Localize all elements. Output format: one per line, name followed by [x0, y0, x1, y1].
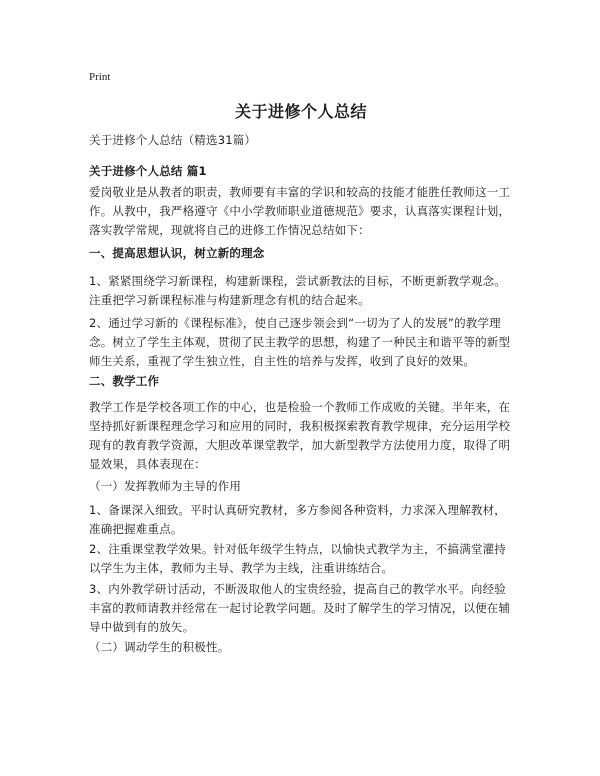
- item-1-2: 2、通过学习新的《课程标准》，使自己逐步领会到“一切为了人的发展”的教学理念。树立了学生主体观，贯彻了民主教学的思想，构建了一种民主和谐平等的新型师生关系，重视了学生独立性，自主性的培养与发挥，收到了良好的效果。: [89, 316, 511, 368]
- item-2-2: 2、注重课堂教学效果。针对低年级学生特点，以愉快式教学为主，不搞满堂灌持以学生为主体，教师为主导、教学为主线，注重讲练结合。: [89, 542, 507, 575]
- item-1-1: 1、紧紧围绕学习新课程，构建新课程，尝试新教法的目标，不断更新教学观念。注重把学习新课程标准与构建新理念有机的结合起来。: [89, 274, 507, 307]
- item-2-1: 1、备课深入细致。平时认真研究教材，多方参阅各种资料，力求深入理解教材，准确把握难重点。: [89, 503, 507, 536]
- teaching-intro: 教学工作是学校各项工作的中心，也是检验一个教师工作成败的关键。半年来，在坚持抓好新课程理念学习和应用的同时，我积极探索教育教学规律，充分运用学校现有的教育教学资源，大胆改革课堂教学，加大新型教学方法使用力度，取得了明显效果，具体表现在：: [89, 400, 511, 471]
- heading-1: 一、提高思想认识，树立新的理念: [89, 246, 265, 260]
- page-title: 关于进修个人总结: [234, 102, 367, 121]
- subtitle: 关于进修个人总结（精选31篇）: [89, 133, 257, 147]
- heading-2: 二、教学工作: [89, 374, 160, 388]
- print-link[interactable]: Print: [89, 71, 111, 83]
- intro-paragraph: 爱岗敬业是从教者的职责，教师要有丰富的学识和较高的技能才能胜任教师这一工作。从教中，我严格遵守《中小学教师职业道德规范》要求，认真落实课程计划，落实教学常规，现就将自己的进修工作情况总结如下：: [89, 185, 511, 237]
- sub-heading-1: （一）发挥教师为主导的作用: [89, 479, 242, 493]
- sub-heading-2: （二）调动学生的积极性。: [89, 640, 230, 654]
- section-title: 关于进修个人总结 篇1: [89, 164, 207, 178]
- item-2-3: 3、内外教学研讨活动，不断汲取他人的宝贵经验，提高自己的教学水平。向经验丰富的教师请教并经常在一起讨论教学问题。及时了解学生的学习情况，以便在辅导中做到有的放矢。: [89, 582, 511, 634]
